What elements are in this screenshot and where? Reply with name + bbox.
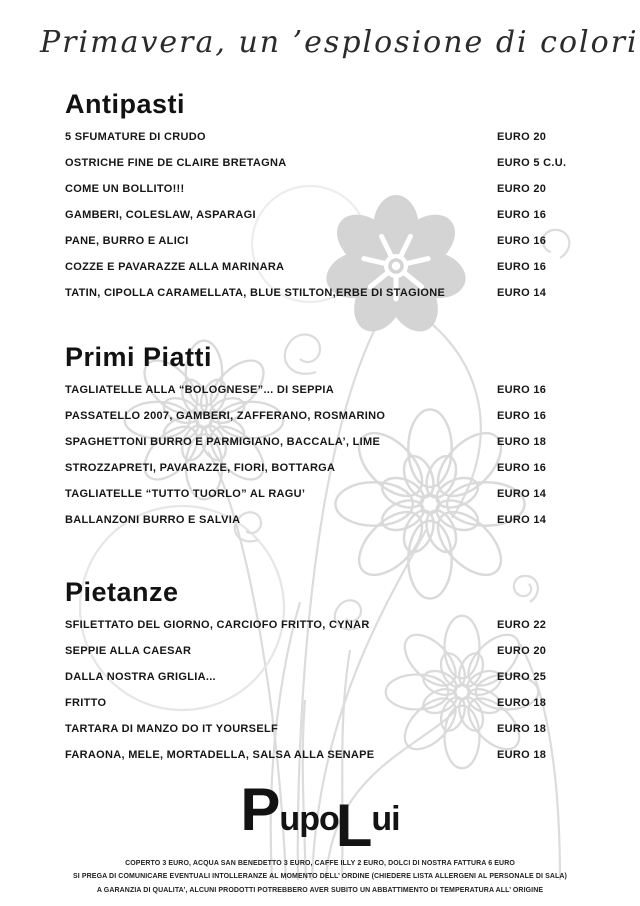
item-name: SFILETTATO DEL GIORNO, CARCIOFO FRITTO, CYNAR — [65, 619, 370, 631]
item-price: EURO 14 — [497, 287, 547, 299]
menu-item-row — [65, 254, 577, 280]
menu-item-row — [65, 124, 577, 150]
item-name: PASSATELLO 2007, GAMBERI, ZAFFERANO, ROSMARINO — [65, 410, 386, 422]
item-name: SPAGHETTONI BURRO E PARMIGIANO, BACCALA’, LIME — [65, 436, 381, 448]
item-name: TATIN, CIPOLLA CARAMELLATA, BLUE STILTON,ERBE DI STAGIONE — [65, 287, 446, 299]
menu-item-row — [65, 690, 577, 716]
item-name: FRITTO — [65, 697, 107, 709]
menu-item-row — [65, 429, 577, 455]
item-name: BALLANZONI BURRO E SALVIA — [65, 514, 241, 526]
item-price: EURO 22 — [497, 619, 547, 631]
item-price: EURO 20 — [497, 645, 547, 657]
item-price: EURO 20 — [497, 183, 547, 195]
item-name: SEPPIE ALLA CAESAR — [65, 645, 192, 657]
menu-item-row — [65, 612, 577, 638]
menu-item-row — [65, 403, 577, 429]
footer-notes — [0, 857, 640, 898]
logo-letters-ui: ui — [371, 800, 400, 838]
item-name: GAMBERI, COLESLAW, ASPARAGI — [65, 209, 256, 221]
menu-item-row — [65, 638, 577, 664]
logo-letter-p: P — [240, 776, 280, 843]
item-price: EURO 14 — [497, 488, 547, 500]
item-name: COZZE E PAVARAZZE ALLA MARINARA — [65, 261, 285, 273]
section-primi-rows — [65, 377, 577, 533]
menu-item-row — [65, 176, 577, 202]
menu-item-row — [65, 202, 577, 228]
item-price: EURO 16 — [497, 384, 547, 396]
footer-line-cover-charge: COPERTO 3 EURO, ACQUA SAN BENEDETTO 3 EURO, CAFFE ILLY 2 EURO, DOLCI DI NOSTRA FATTURA 6 EURO — [125, 859, 515, 867]
menu-item-row — [65, 481, 577, 507]
section-title-primi-piatti: Primi Piatti — [65, 342, 213, 372]
menu-item-row — [65, 228, 577, 254]
item-name: TAGLIATELLE ALLA “BOLOGNESE”... DI SEPPIA — [65, 384, 334, 396]
item-name: TAGLIATELLE “TUTTO TUORLO” AL RAGU’ — [65, 488, 306, 500]
item-price: EURO 18 — [497, 749, 547, 761]
menu-item-row — [65, 280, 577, 306]
menu-item-row — [65, 664, 577, 690]
item-name: TARTARA DI MANZO DO IT YOURSELF — [65, 723, 278, 735]
section-pietanze-rows — [65, 612, 577, 768]
logo-letters-upo: upo — [279, 800, 339, 838]
item-name: 5 SFUMATURE DI CRUDO — [65, 131, 206, 143]
section-antipasti-rows — [65, 124, 577, 306]
item-name: STROZZAPRETI, PAVARAZZE, FIORI, BOTTARGA — [65, 462, 336, 474]
menu-body — [0, 89, 640, 768]
item-price: EURO 18 — [497, 436, 547, 448]
menu-item-row — [65, 377, 577, 403]
item-price: EURO 18 — [497, 723, 547, 735]
menu-item-row — [65, 716, 577, 742]
section-title-antipasti: Antipasti — [65, 89, 186, 119]
restaurant-logo — [0, 770, 640, 859]
footer-line-quality: A GARANZIA DI QUALITA’, ALCUNI PRODOTTI POTREBBERO AVER SUBITO UN ABBATTIMENTO DI TEMPERATURA ALL’ ORIGINE — [96, 886, 544, 894]
item-price: EURO 16 — [497, 235, 547, 247]
item-price: EURO 16 — [497, 462, 547, 474]
item-price: EURO 25 — [497, 671, 547, 683]
item-name: OSTRICHE FINE DE CLAIRE BRETAGNA — [65, 157, 287, 169]
item-price: EURO 16 — [497, 261, 547, 273]
menu-item-row — [65, 507, 577, 533]
menu-item-row — [65, 150, 577, 176]
item-price: EURO 14 — [497, 514, 547, 526]
item-name: PANE, BURRO E ALICI — [65, 235, 189, 247]
item-name: COME UN BOLLITO!!! — [65, 183, 185, 195]
menu-item-row — [65, 742, 577, 768]
section-title-pietanze: Pietanze — [65, 577, 179, 607]
item-name: FARAONA, MELE, MORTADELLA, SALSA ALLA SENAPE — [65, 749, 375, 761]
item-name: DALLA NOSTRA GRIGLIA... — [65, 671, 216, 683]
item-price: EURO 16 — [497, 209, 547, 221]
logo-letter-l: L — [335, 792, 372, 859]
menu-title: Primavera, un ’esplosione di colori — [40, 25, 639, 60]
item-price: EURO 18 — [497, 697, 547, 709]
item-price: EURO 16 — [497, 410, 547, 422]
footer-line-allergens: SI PREGA DI COMUNICARE EVENTUALI INTOLLERANZE AL MOMENTO DELL’ ORDINE (CHIEDERE LISTA ALLERGENI AL PERSONALE DI SALA) — [73, 873, 567, 880]
item-price: EURO 5 C.U. — [497, 157, 567, 169]
item-price: EURO 20 — [497, 131, 547, 143]
menu-item-row — [65, 455, 577, 481]
